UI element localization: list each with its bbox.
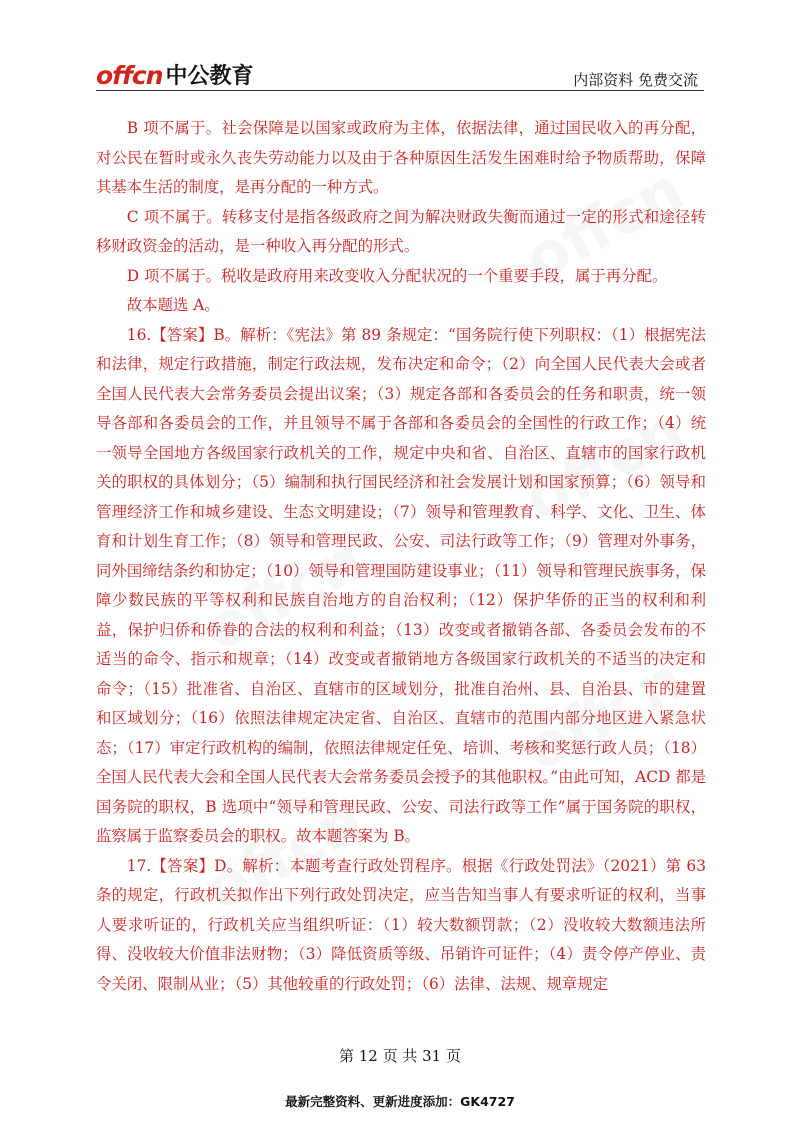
paragraph: D 项不属于。税收是政府用来改变收入分配状况的一个重要手段，属于再分配。 xyxy=(126,266,668,285)
paragraph: 17.【答案】D。解析：本题考查行政处罚程序。根据《行政处罚法》（2021）第 63 条的规定，行政机关拟作出下列行政处罚决定，应当告知当事人有要求听证的权利，当事人要求听证的，行政机关应当组织听证：（1）较大数额罚款；（2）没收较大数额违法所得、没收较大价值非法财物；（3）降低资质等级、吊销许可证件；（4）责令停产停业、责令关闭、限制从业；（5）其他较重的行政处罚；（6）法律、法规、规章规定 xyxy=(96,856,706,993)
header-note: 内部资料 免费交流 xyxy=(573,71,698,89)
paragraph: B 项不属于。社会保障是以国家或政府为主体，依据法律，通过国民收入的再分配，对公民在暂时或永久丧失劳动能力以及由于各种原因生活发生困难时给予物质帮助，保障其基本生活的制度，是再分配的一种方式。 xyxy=(96,119,706,196)
page-number: 第 12 页 共 31 页 xyxy=(338,1047,461,1065)
offcn-logo xyxy=(96,60,254,90)
paragraph: 故本题选 A。 xyxy=(126,296,220,314)
paragraph: 16.【答案】B。解析：《宪法》第 89 条规定：“国务院行使下列职权：（1）根据宪法和法律，规定行政措施，制定行政法规，发布决定和命令；（2）向全国人民代表大会或者全国人民代表大会常务委员会提出议案；（3）规定各部和各委员会的任务和职责，统一领导各部和各委员会的工作，并且领导不属于各部和各委员会的全国性的行政工作；（4）统一领导全国地方各级国家行政机关的工作，规定中央和省、自治区、直辖市的国家行政机关的职权的具体划分；（5）编制和执行国民经济和社会发展计划和国家预算；（6）领导和管理经济工作和城乡建设、生态文明建设；（7）领导和管理教育、科学、文化、卫生、体育和计划生育工作；（8）领导和管理民政、公安、司法行政等工作；（9）管理对外事务，同外国缔结条约和协定；（10）领导和管理国防建设事业；（11）领导和管理民族事务，保障少数民族的平等权利和民族自治地方的自治权利；（12）保护华侨的正当的权利和利益，保护归侨和侨眷的合法的权利和利益；（13）改变或者撤销各部、各委员会发布的不适当的命令、指示和规章；（14）改变或者撤销地方各级国家行政机关的不适当的决定和命令；（15）批准省、自治区、直辖市的区域划分，批准自治州、县、自治县、市的建置和区域划分；（16）依照法律规定决定省、自治区、直辖市的范围内部分地区进入紧急状态；（17）审定行政机构的编制，依照法律规定任免、培训、考核和奖惩行政人员；（18）全国人民代表大会和全国人民代表大会常务委员会授予的其他职权。”由此可知，ACD 都是国务院的职权，B 选项中“领导和管理民政、公安、司法行政等工作”属于国务院的职权，监察属于监察委员会的职权。故本题答案为 B。 xyxy=(96,325,706,845)
footer-note: 最新完整资料、更新进度添加：GK4727 xyxy=(285,1094,515,1109)
paragraph: C 项不属于。转移支付是指各级政府之间为解决财政失衡而通过一定的形式和途径转移财政资金的活动，是一种收入再分配的形式。 xyxy=(96,207,706,255)
page-header xyxy=(96,62,704,91)
logo-chinese: 中公教育 xyxy=(165,64,254,89)
document-body xyxy=(96,114,706,999)
logo-latin: offcn xyxy=(96,61,163,90)
